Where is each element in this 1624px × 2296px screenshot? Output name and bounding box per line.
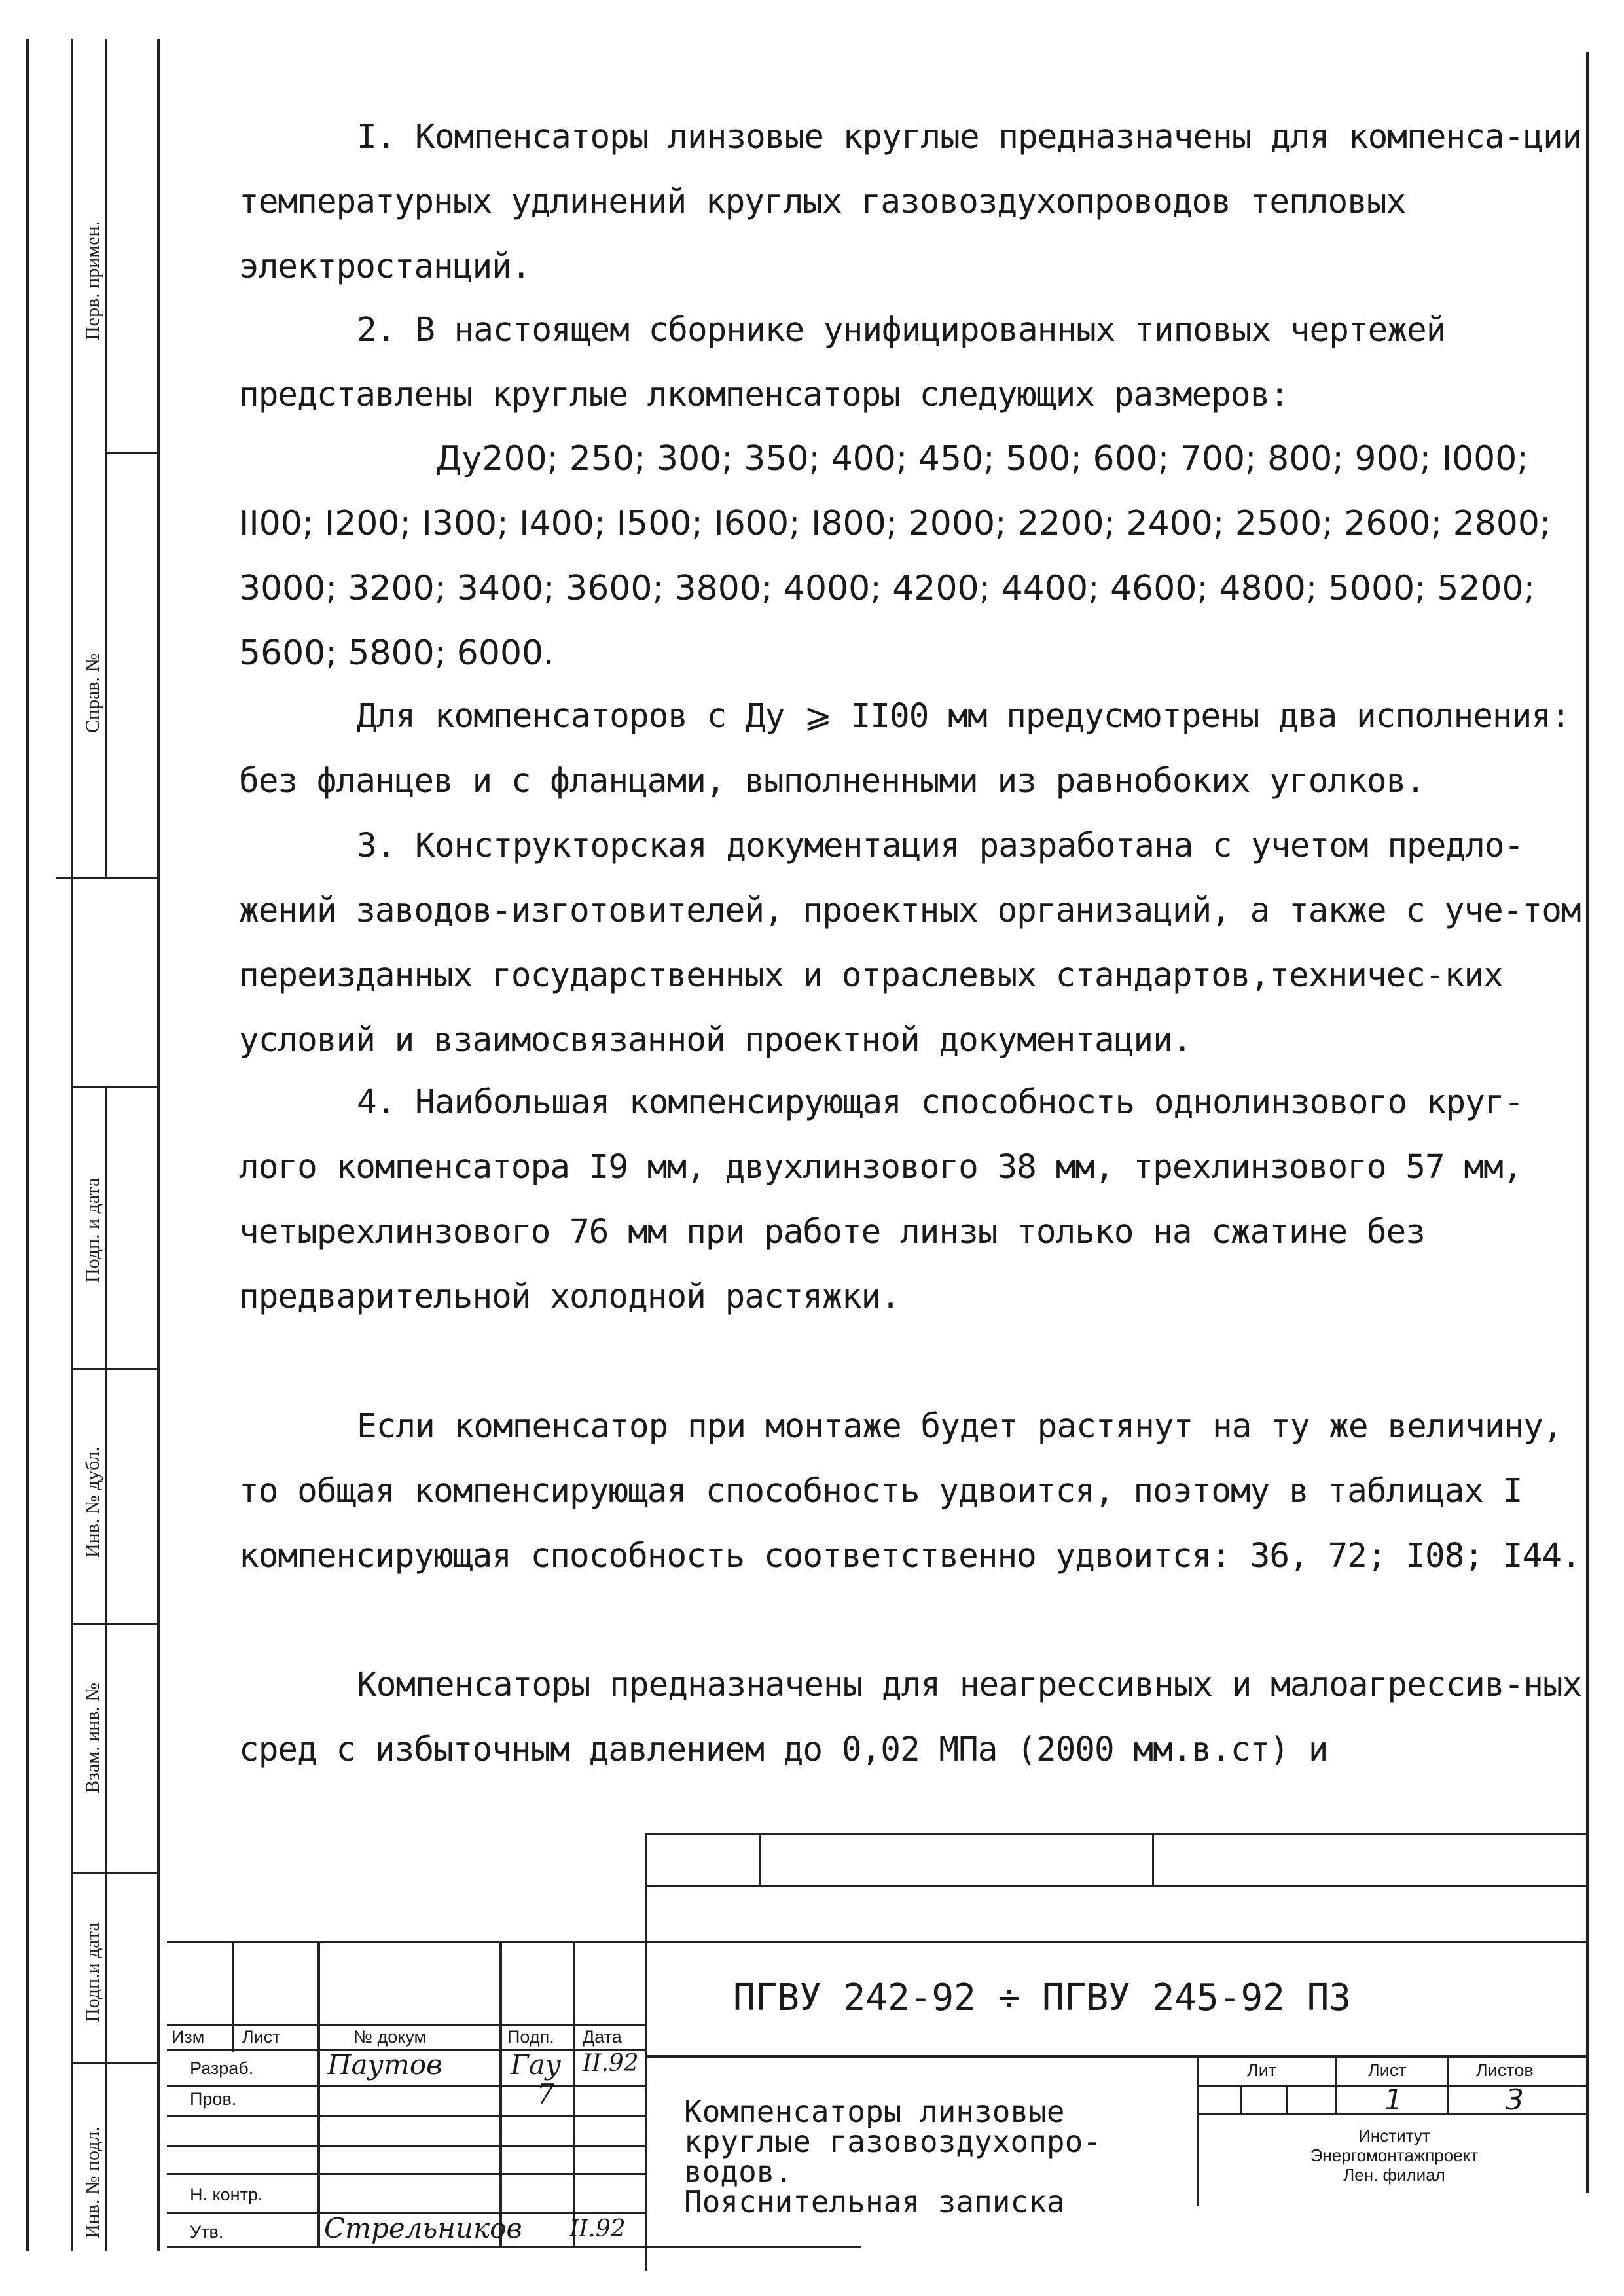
tb-lit-2 bbox=[1286, 2087, 1288, 2113]
label-podp-i-data: Подп. и дата bbox=[82, 1177, 103, 1283]
tb-bottom bbox=[167, 2246, 861, 2248]
tb-col-3 bbox=[499, 1941, 502, 2248]
frame-margin-inner bbox=[71, 39, 73, 2251]
margin-col bbox=[105, 39, 107, 878]
row-prov: Пров. bbox=[190, 2089, 237, 2109]
title-line-1: Компенсаторы линзовые bbox=[684, 2094, 1065, 2129]
label-vzam-inv-no: Взам. инв. № bbox=[82, 1682, 103, 1793]
title-line-4: Пояснительная записка bbox=[684, 2184, 1065, 2219]
org-line-2: Энергомонтажпроект bbox=[1310, 2145, 1479, 2165]
tb-info-col1 bbox=[1335, 2055, 1337, 2114]
frame-left-outer bbox=[26, 39, 29, 2251]
prov-sign: 7 bbox=[537, 2078, 554, 2110]
col-podp: Подп. bbox=[507, 2027, 554, 2047]
col-data: Дата bbox=[583, 2027, 622, 2047]
tb-info-left bbox=[1197, 2055, 1199, 2206]
label-inv-no-dubl: Инв. № дубл. bbox=[82, 1446, 103, 1558]
col-izm: Изм bbox=[171, 2027, 205, 2047]
margin-sep-2 bbox=[56, 877, 158, 879]
org-line-1: Институт bbox=[1358, 2126, 1430, 2145]
margin-sep-0 bbox=[71, 1086, 158, 1088]
paragraph-4: 4. Наибольшая компенсирующая способность однолинзового круг-лого компенсатора I9 мм, двухлинзового 38 мм, трехлинзового 57 мм, четырехлинзового 76 мм при работе линзы только на сжатине без предварительной холодной растяжки. bbox=[239, 1083, 1524, 1316]
utv-date: II.92 bbox=[569, 2215, 626, 2242]
tb-col-1 bbox=[232, 1941, 234, 2052]
tb-col-4 bbox=[573, 1941, 575, 2248]
tb-col-2 bbox=[317, 1941, 320, 2248]
tb-strip-left bbox=[645, 1833, 647, 2271]
tb-code-bottom bbox=[645, 2055, 1587, 2058]
margin-sep-6 bbox=[71, 2062, 158, 2064]
margin-sep-1 bbox=[105, 452, 158, 454]
organization bbox=[1204, 2126, 1584, 2185]
label-listov: Листов bbox=[1476, 2060, 1534, 2080]
utv-name: Стрельников bbox=[324, 2212, 522, 2244]
list-value: 1 bbox=[1384, 2083, 1403, 2117]
paragraph-2: 2. В настоящем сборнике унифицированных типовых чертежей представлены круглые лкомпенсаторы следующих размеров: bbox=[239, 311, 1446, 414]
row-n-kontr: Н. контр. bbox=[190, 2185, 263, 2204]
sizes-list: Ду200; 250; 300; 350; 400; 450; 500; 600; 700; 800; 900; I000; II00; I200; I300; I400; I500; I600; I800; 2000; 2200; 2400; 2500; 2600; 2800; 3000; 3200; 3400; 3600; 3800; 4000; 4200; 4400; 4600; 4800; 5000; 5200; 5600; 5800; 6000. bbox=[239, 439, 1551, 673]
label-list: Лист bbox=[1368, 2060, 1407, 2080]
margin-sep-3 bbox=[71, 1368, 158, 1370]
margin-col-lower bbox=[105, 1086, 107, 2251]
tb-top bbox=[167, 1941, 1587, 1943]
tb-info-col2 bbox=[1447, 2055, 1449, 2114]
document-designation: ПГВУ 242-92 ÷ ПГВУ 245-92 ПЗ bbox=[733, 1977, 1352, 2019]
tb-lit-1 bbox=[1240, 2087, 1242, 2113]
frame-left bbox=[157, 39, 160, 2251]
title-line-2: круглые газовоздухопро- bbox=[684, 2124, 1101, 2159]
tb-strip-mid bbox=[645, 1885, 1587, 1887]
paragraph-5: Если компенсатор при монтаже будет растянут на ту же величину, то общая компенсирующая способность удвоится, поэтому в таблицах I компенсирующая способность соответственно удвоится: 36, 72; I08; I44. bbox=[239, 1407, 1581, 1575]
razrab-date: II.92 bbox=[583, 2050, 639, 2077]
paragraph-6: Компенсаторы предназначены для неагрессивных и малоагрессив-ных сред с избыточным давлением до 0,02 МПа (2000 мм.в.ст) и bbox=[239, 1666, 1582, 1769]
label-perv-primen: Перв. примен. bbox=[82, 221, 103, 340]
label-inv-no-podl: Инв. № подл. bbox=[82, 2126, 103, 2238]
org-line-3: Лен. филиал bbox=[1343, 2165, 1445, 2185]
title-line-3: водов. bbox=[684, 2154, 793, 2189]
margin-sep-4 bbox=[71, 1623, 158, 1625]
paragraph-3: 3. Конструкторская документация разработана с учетом предло-жений заводов-изготовителей, проектных организаций, а также с уче-том переизданных государственных и отраслевых стандартов,техничес-ких условий и взаимосвязанной проектной документации. bbox=[239, 827, 1581, 1060]
tb-strip-div1 bbox=[759, 1833, 761, 1885]
row-razrab: Разраб. bbox=[190, 2058, 254, 2078]
paragraph-2b: Для компенсаторов с Ду ⩾ II00 мм предусмотрены два исполнения: без фланцев и с фланцами, выполненными из равнобоких уголков. bbox=[239, 697, 1570, 800]
label-lit: Лит bbox=[1247, 2060, 1277, 2080]
col-dokum: № докум bbox=[353, 2027, 427, 2047]
razrab-name: Паутов bbox=[327, 2049, 442, 2081]
tb-strip-div2 bbox=[1152, 1833, 1154, 1885]
label-podp-i-data-2: Подп.и дата bbox=[82, 1922, 103, 2022]
tb-strip-top bbox=[645, 1833, 1587, 1835]
listov-value: 3 bbox=[1506, 2083, 1524, 2117]
col-list: Лист bbox=[242, 2027, 281, 2047]
paragraph-1: I. Компенсаторы линзовые круглые предназначены для компенса-ции температурных удлинений круглых газовоздухопроводов тепловых электростанций. bbox=[239, 118, 1582, 286]
margin-sep-5 bbox=[71, 1872, 158, 1874]
label-sprav-no: Справ. № bbox=[82, 653, 103, 733]
row-utv: Утв. bbox=[190, 2222, 224, 2242]
razrab-sign: Гау bbox=[511, 2049, 562, 2081]
